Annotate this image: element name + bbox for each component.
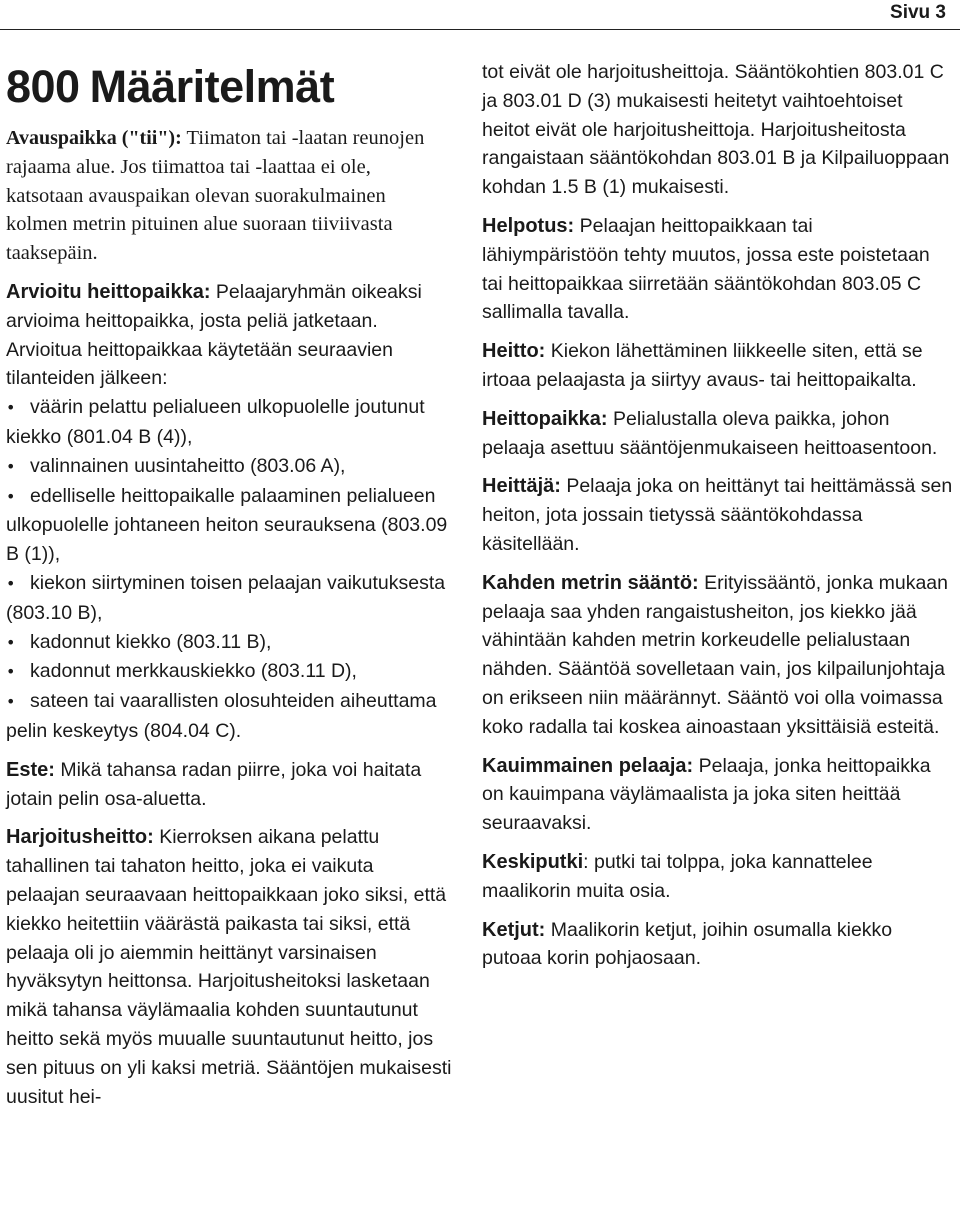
definition-kauimmainen-pelaaja: Pelaaja, jonka heittopaikka on kauimpana väylämaalista ja joka siten heittää seuraavaksi.: [482, 754, 931, 835]
definition-helpotus: Pelaajan heittopaikkaan tai lähiympäristöön tehty muutos, jossa este poistetaan tai heittopaikkaa siirretään sääntökohdan 803.05 C sallimalla tavalla.: [482, 214, 930, 324]
bullet-item: • kadonnut kiekko (803.11 B),: [6, 628, 452, 658]
term-arvioitu-heittopaikka: Arvioitu heittopaikka:: [6, 280, 211, 303]
term-helpotus: Helpotus:: [482, 214, 575, 237]
term-kahden-metrin-saanto: Kahden metrin sääntö:: [482, 571, 699, 594]
bullet-item: • kiekon siirtyminen toisen pelaajan vaikutuksesta (803.10 B),: [6, 569, 452, 628]
term-ketjut: Ketjut:: [482, 918, 546, 941]
entry-heittaja: [482, 472, 954, 558]
right-column: [482, 58, 954, 983]
bullet-item: • edelliselle heittopaikalle palaaminen pelialueen ulkopuolelle johtaneen heiton seurauksena (803.09 B (1)),: [6, 482, 452, 569]
chapter-heading: [6, 58, 452, 116]
term-kauimmainen-pelaaja: Kauimmainen pelaaja:: [482, 754, 694, 777]
left-column: [6, 58, 452, 1121]
definition-harjoitusheitto: Kierroksen aikana pelattu tahallinen tai tahaton heitto, joka ei vaikuta pelaajan seuraavaan heittopaikkaan joko siksi, että kiekko heitettiin väärästä paikasta tai siksi, että pelaaja oli jo aiemmin heittänyt varsinaisen hyväksytyn heittonsa. Harjoitusheitoksi lasketaan mikä tahansa väylämaalia kohden suuntautunut heitto sekä myös muualle suuntautunut heitto, jos sen pituus on yli kaksi metriä. Sääntöjen mukaisesti uusitut hei-: [6, 826, 452, 1108]
term-harjoitusheitto: Harjoitusheitto:: [6, 826, 154, 849]
bullet-item: • väärin pelattu pelialueen ulkopuolelle joutunut kiekko (801.04 B (4)),: [6, 393, 452, 452]
entry-helpotus: [482, 212, 954, 327]
header-rule: [0, 29, 960, 30]
definition-este: Mikä tahansa radan piirre, joka voi haitata jotain pelin osa-aluetta.: [6, 758, 422, 810]
definition-heitto: Kiekon lähettäminen liikkeelle siten, että se irtoaa pelaajasta ja siirtyy avaus- tai heittopaikalta.: [482, 340, 923, 391]
term-avauspaikka: Avauspaikka ("tii"):: [6, 127, 182, 149]
definition-keskiputki: : putki tai tolppa, joka kannattelee maalikorin muita osia.: [482, 850, 873, 902]
arvioitu-bullet-list: [6, 393, 452, 746]
chapter-title: Määritelmät: [89, 61, 335, 112]
entry-heitto: [482, 337, 954, 395]
entry-este: [6, 756, 452, 814]
entry-avauspaikka: [6, 124, 452, 268]
entry-ketjut: [482, 916, 954, 974]
definition-arvioitu-heittopaikka: Pelaajaryhmän oikeaksi arvioima heittopaikka, josta peliä jatketaan. Arvioitua heittopaikkaa käytetään seuraavien tilanteiden jälkeen:: [6, 280, 422, 390]
bullet-item: • kadonnut merkkauskiekko (803.11 D),: [6, 657, 452, 687]
entry-kauimmainen-pelaaja: [482, 752, 954, 838]
bullet-item: • sateen tai vaarallisten olosuhteiden aiheuttama pelin keskeytys (804.04 C).: [6, 687, 452, 746]
entry-kahden-metrin-saanto: [482, 569, 954, 742]
entry-arvioitu-heittopaikka: [6, 278, 452, 746]
bullet-item: • valinnainen uusintaheitto (803.06 A),: [6, 452, 452, 482]
entry-keskiputki: [482, 848, 954, 906]
definition-heittaja: Pelaaja joka on heittänyt tai heittämässä sen heiton, jota jossain tietyssä sääntökohdassa käsitellään.: [482, 475, 953, 555]
term-heitto: Heitto:: [482, 340, 546, 363]
entry-harjoitusheitto-continued: tot eivät ole harjoitusheittoja. Sääntökohtien 803.01 C ja 803.01 D (3) mukaisesti heitetyt vaihtoehtoiset heitot eivät ole harjoitusheittoja. Harjoitusheitosta rangaistaan sääntökohdan 803.01 B ja Kilpailuoppaan kohdan 1.5 B (1) mukaisesti.: [482, 61, 950, 199]
term-heittaja: Heittäjä:: [482, 475, 561, 498]
term-heittopaikka: Heittopaikka:: [482, 407, 608, 430]
entry-heittopaikka: [482, 405, 954, 463]
term-keskiputki: Keskiputki: [482, 850, 584, 873]
definition-heittopaikka: Pelialustalla oleva paikka, johon pelaaja asettuu sääntöjenmukaiseen heittoasentoon.: [482, 407, 938, 459]
term-este: Este:: [6, 758, 55, 781]
definition-ketjut: Maalikorin ketjut, joihin osumalla kiekko putoaa korin pohjaosaan.: [482, 918, 893, 970]
entry-harjoitusheitto: [6, 823, 452, 1111]
chapter-number: 800: [6, 61, 80, 112]
definition-avauspaikka: Tiimaton tai -laatan reunojen rajaama alue. Jos tiimattoa tai -laattaa ei ole, katsotaan avauspaikan olevan suorakulmainen kolmen metrin pituinen alue suoraan tiiviivasta taaksepäin.: [6, 127, 425, 265]
definition-kahden-metrin-saanto: Erityissääntö, jonka mukaan pelaaja saa yhden rangaistusheiton, jos kiekko jää vähintään kahden metrin korkeudelle pelialustaan nähden. Sääntöä sovelletaan vain, jos kilpailunjohtaja on erikseen niin määrännyt. Sääntö voi olla voimassa koko radalla tai koskea ainoastaan yksittäisiä esteitä.: [482, 571, 948, 738]
page-number: Sivu 3: [890, 2, 946, 23]
